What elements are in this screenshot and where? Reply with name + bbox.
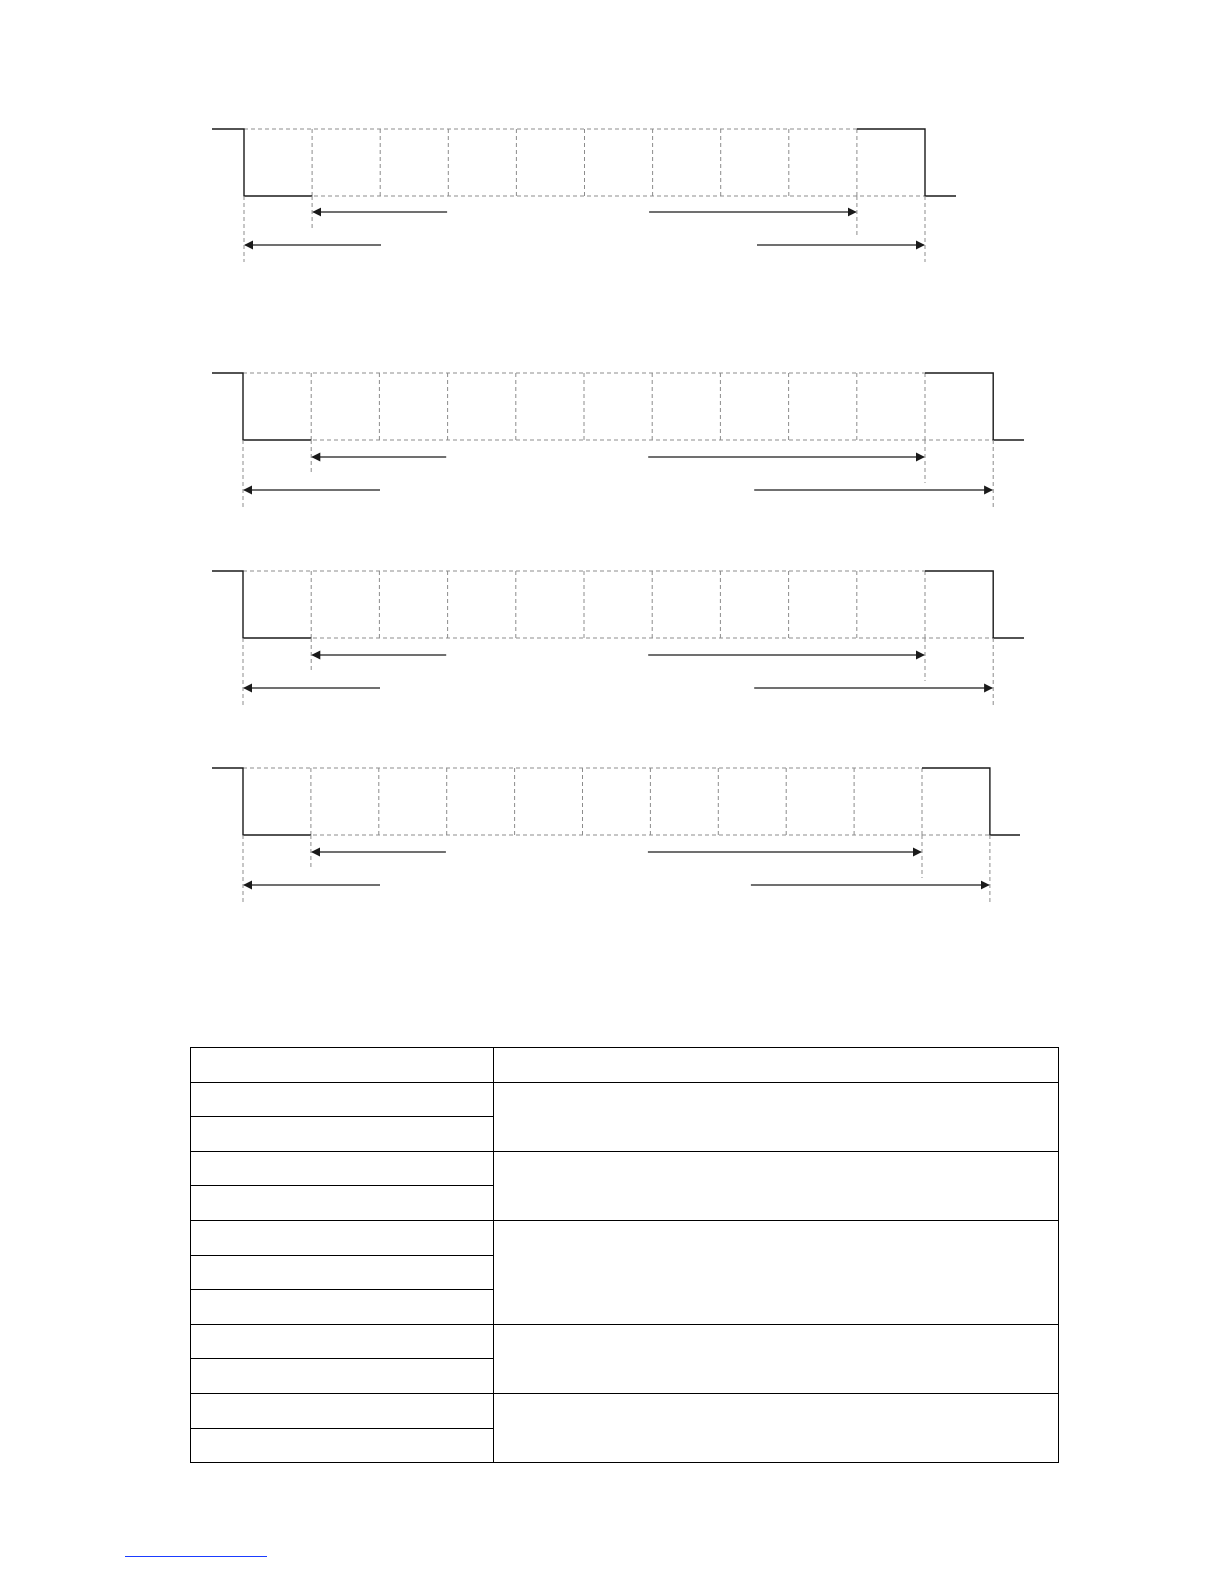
table-cell: [191, 1117, 494, 1152]
table-cell: [191, 1082, 494, 1117]
table-cell: [494, 1220, 1059, 1324]
start-bit-signal: [212, 571, 311, 638]
start-bit-signal: [212, 768, 311, 835]
stop-bit-signal: [922, 768, 1020, 835]
table-cell: [191, 1151, 494, 1186]
table-cell: [191, 1255, 494, 1290]
table-row: [191, 1082, 1059, 1117]
table-cell: [494, 1151, 1059, 1220]
start-bit-signal: [212, 373, 311, 440]
frame-format-table: [190, 1047, 1059, 1463]
table-row: [191, 1393, 1059, 1428]
table-cell: [191, 1186, 494, 1221]
table-row: [191, 1220, 1059, 1255]
table-cell: [191, 1048, 494, 1083]
table-cell: [191, 1359, 494, 1394]
table-row: [191, 1324, 1059, 1359]
table-cell: [494, 1048, 1059, 1083]
table-cell: [191, 1324, 494, 1359]
table-cell: [191, 1393, 494, 1428]
stop-bit-signal: [857, 129, 956, 196]
table-cell: [494, 1082, 1059, 1151]
stop-bit-signal: [925, 373, 1024, 440]
table-cell: [191, 1220, 494, 1255]
table-cell: [494, 1393, 1059, 1462]
table-row: [191, 1151, 1059, 1186]
footer-link-underline[interactable]: [125, 1556, 267, 1557]
table-header-row: [191, 1048, 1059, 1083]
table-cell: [494, 1324, 1059, 1393]
table-cell: [191, 1290, 494, 1325]
start-bit-signal: [212, 129, 312, 196]
stop-bit-signal: [925, 571, 1024, 638]
table-cell: [191, 1428, 494, 1463]
